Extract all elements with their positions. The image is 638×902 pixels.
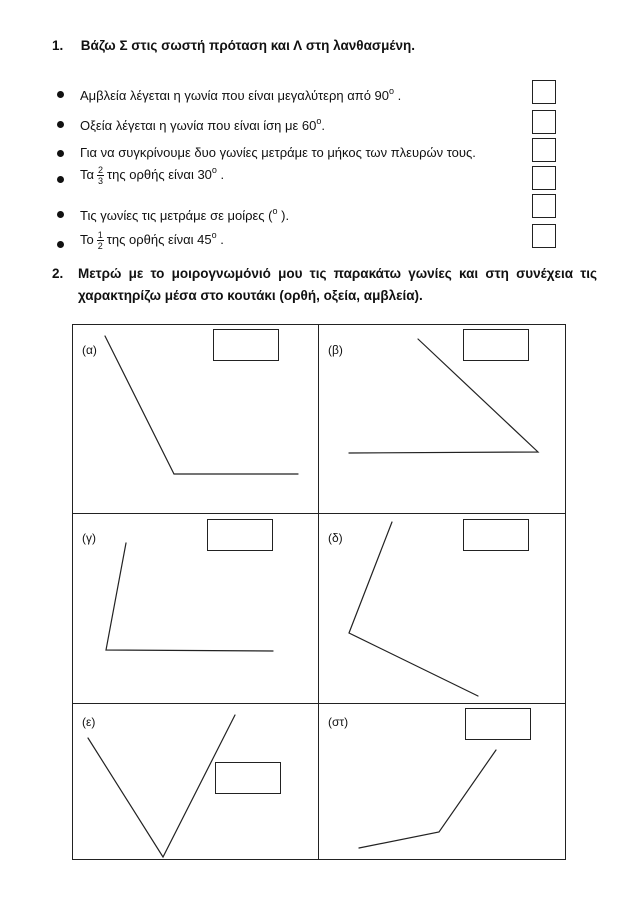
statement-text: Για να συγκρίνουμε δυο γωνίες μετράμε το μήκος των πλευρών τους. bbox=[80, 145, 476, 160]
bullet-icon bbox=[57, 91, 64, 98]
statement-text: Οξεία λέγεται η γωνία που είναι ίση με 60 bbox=[80, 118, 317, 133]
statement-text: της ορθής είναι 45 bbox=[106, 232, 212, 247]
degree-sign: ο bbox=[211, 165, 217, 175]
question-2-number: 2. bbox=[52, 266, 64, 281]
statement-end: . bbox=[394, 88, 402, 103]
statement-text: της ορθής είναι 30 bbox=[107, 167, 212, 182]
angle-label-f: (στ) bbox=[328, 715, 349, 729]
statement-prefix: Το bbox=[80, 232, 94, 247]
fraction bbox=[97, 230, 104, 251]
answer-box-6[interactable] bbox=[532, 224, 556, 248]
bullet-icon bbox=[57, 211, 64, 218]
angles-grid bbox=[72, 324, 566, 860]
answer-box-4[interactable] bbox=[532, 166, 556, 190]
angle-label-d: (δ) bbox=[328, 531, 343, 545]
statement-end: . bbox=[321, 118, 325, 133]
answer-box-2[interactable] bbox=[532, 110, 556, 134]
statement-text: Τις γωνίες τις μετράμε σε μοίρες ( bbox=[80, 208, 273, 223]
angle-drawings bbox=[73, 325, 565, 859]
fraction bbox=[97, 165, 104, 186]
answer-box-3[interactable] bbox=[532, 138, 556, 162]
angle-label-e: (ε) bbox=[82, 715, 96, 729]
question-1-text: Βάζω Σ στις σωστή πρόταση και Λ στη λανθασμένη. bbox=[80, 38, 415, 53]
angle-d bbox=[349, 522, 478, 696]
statement-prefix: Τα bbox=[80, 167, 95, 182]
fraction-denominator: 3 bbox=[98, 176, 104, 187]
angle-label-b: (β) bbox=[328, 343, 343, 357]
question-1 bbox=[52, 38, 415, 53]
answer-box-1[interactable] bbox=[532, 80, 556, 104]
angle-label-a: (α) bbox=[82, 343, 97, 357]
statement-end: . bbox=[216, 167, 225, 182]
bullet-icon bbox=[57, 121, 64, 128]
angle-a bbox=[105, 336, 298, 474]
bullet-icon bbox=[57, 176, 64, 183]
angle-label-c: (γ) bbox=[82, 531, 96, 545]
statement-text: Αμβλεία λέγεται η γωνία που είναι μεγαλύτερη από 90 bbox=[80, 88, 390, 103]
angle-c bbox=[106, 543, 273, 651]
fraction-denominator: 2 bbox=[97, 241, 103, 252]
question-1-number: 1. bbox=[52, 38, 64, 53]
angle-b bbox=[349, 339, 538, 453]
degree-sign: ο bbox=[316, 116, 322, 126]
question-2 bbox=[52, 263, 597, 307]
degree-sign: ο bbox=[272, 206, 278, 216]
statement-end: ). bbox=[277, 208, 290, 223]
fraction-numerator: 2 bbox=[98, 165, 104, 176]
degree-sign: ο bbox=[389, 86, 395, 96]
angle-f bbox=[359, 750, 496, 848]
question-2-text: Μετρώ με το μοιρογνωμόνιό μου τις παρακάτω γωνίες και στη συνέχεια τις χαρακτηρίζω μέσα στο κουτάκι (ορθή, οξεία, αμβλεία). bbox=[78, 266, 597, 303]
angle-e bbox=[88, 715, 235, 857]
statement-end: . bbox=[216, 232, 224, 247]
answer-box-5[interactable] bbox=[532, 194, 556, 218]
degree-sign: ο bbox=[211, 230, 217, 240]
bullet-icon bbox=[57, 241, 64, 248]
bullet-icon bbox=[57, 150, 64, 157]
fraction-numerator: 1 bbox=[97, 230, 103, 241]
